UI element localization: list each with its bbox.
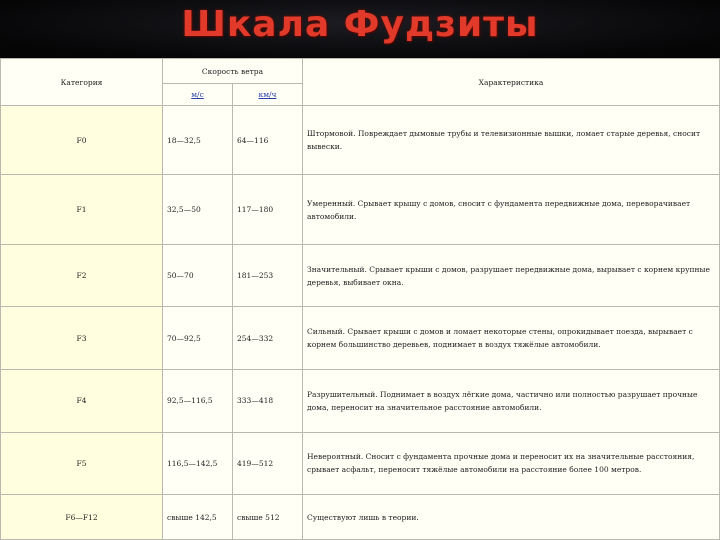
description-cell: Невероятный. Сносит с фундамента прочные дома и переносит их на значительные расстояния, срывает асфальт, переносит тяжёлые автомобили на расстояние более 100 метров. (303, 432, 720, 495)
table-row (1, 432, 720, 495)
unit-ms-link[interactable]: м/с (191, 90, 204, 99)
table-row (1, 307, 720, 370)
speed-ms-cell: 116,5—142,5 (163, 432, 233, 495)
header-wind-speed: Скорость ветра (163, 59, 303, 84)
fujita-scale-table (0, 58, 720, 540)
speed-kmh-cell: свыше 512 (233, 495, 303, 540)
speed-ms-cell: 50—70 (163, 244, 233, 307)
speed-ms-cell: 70—92,5 (163, 307, 233, 370)
speed-kmh-cell: 333—418 (233, 369, 303, 432)
table-row (1, 369, 720, 432)
category-cell: F1 (1, 175, 163, 244)
speed-kmh-cell: 181—253 (233, 244, 303, 307)
title-bar (0, 0, 720, 58)
table-row (1, 495, 720, 540)
description-cell: Существуют лишь в теории. (303, 495, 720, 540)
speed-ms-cell: 18—32,5 (163, 106, 233, 175)
table-row (1, 175, 720, 244)
category-cell: F6—F12 (1, 495, 163, 540)
speed-ms-cell: 32,5—50 (163, 175, 233, 244)
speed-kmh-cell: 117—180 (233, 175, 303, 244)
description-cell: Разрушительный. Поднимает в воздух лёгкие дома, частично или полностью разрушает прочные дома, переносит на значительное расстояние автомобили. (303, 369, 720, 432)
table-sheet (0, 58, 720, 540)
description-cell: Сильный. Срывает крыши с домов и ломает некоторые стены, опрокидывает поезда, вырывает с корнем большинство деревьев, поднимает в воздух тяжёлые автомобили. (303, 307, 720, 370)
header-category: Категория (1, 59, 163, 106)
description-cell: Значительный. Срывает крыши с домов, разрушает передвижные дома, вырывает с корнем крупные деревья, выбивает окна. (303, 244, 720, 307)
speed-ms-cell: свыше 142,5 (163, 495, 233, 540)
table-row (1, 244, 720, 307)
description-cell: Умеренный. Срывает крышу с домов, сносит с фундамента передвижные дома, переворачивает автомобили. (303, 175, 720, 244)
slide-title: Шкала Фудзиты (181, 4, 539, 45)
category-cell: F2 (1, 244, 163, 307)
description-cell: Штормовой. Повреждает дымовые трубы и телевизионные вышки, ломает старые деревья, сносит вывески. (303, 106, 720, 175)
category-cell: F0 (1, 106, 163, 175)
category-cell: F3 (1, 307, 163, 370)
category-cell: F4 (1, 369, 163, 432)
speed-ms-cell: 92,5—116,5 (163, 369, 233, 432)
speed-kmh-cell: 64—116 (233, 106, 303, 175)
category-cell: F5 (1, 432, 163, 495)
header-characteristic: Характеристика (303, 59, 720, 106)
unit-kmh-link[interactable]: км/ч (258, 90, 277, 99)
table-row (1, 106, 720, 175)
speed-kmh-cell: 419—512 (233, 432, 303, 495)
speed-kmh-cell: 254—332 (233, 307, 303, 370)
